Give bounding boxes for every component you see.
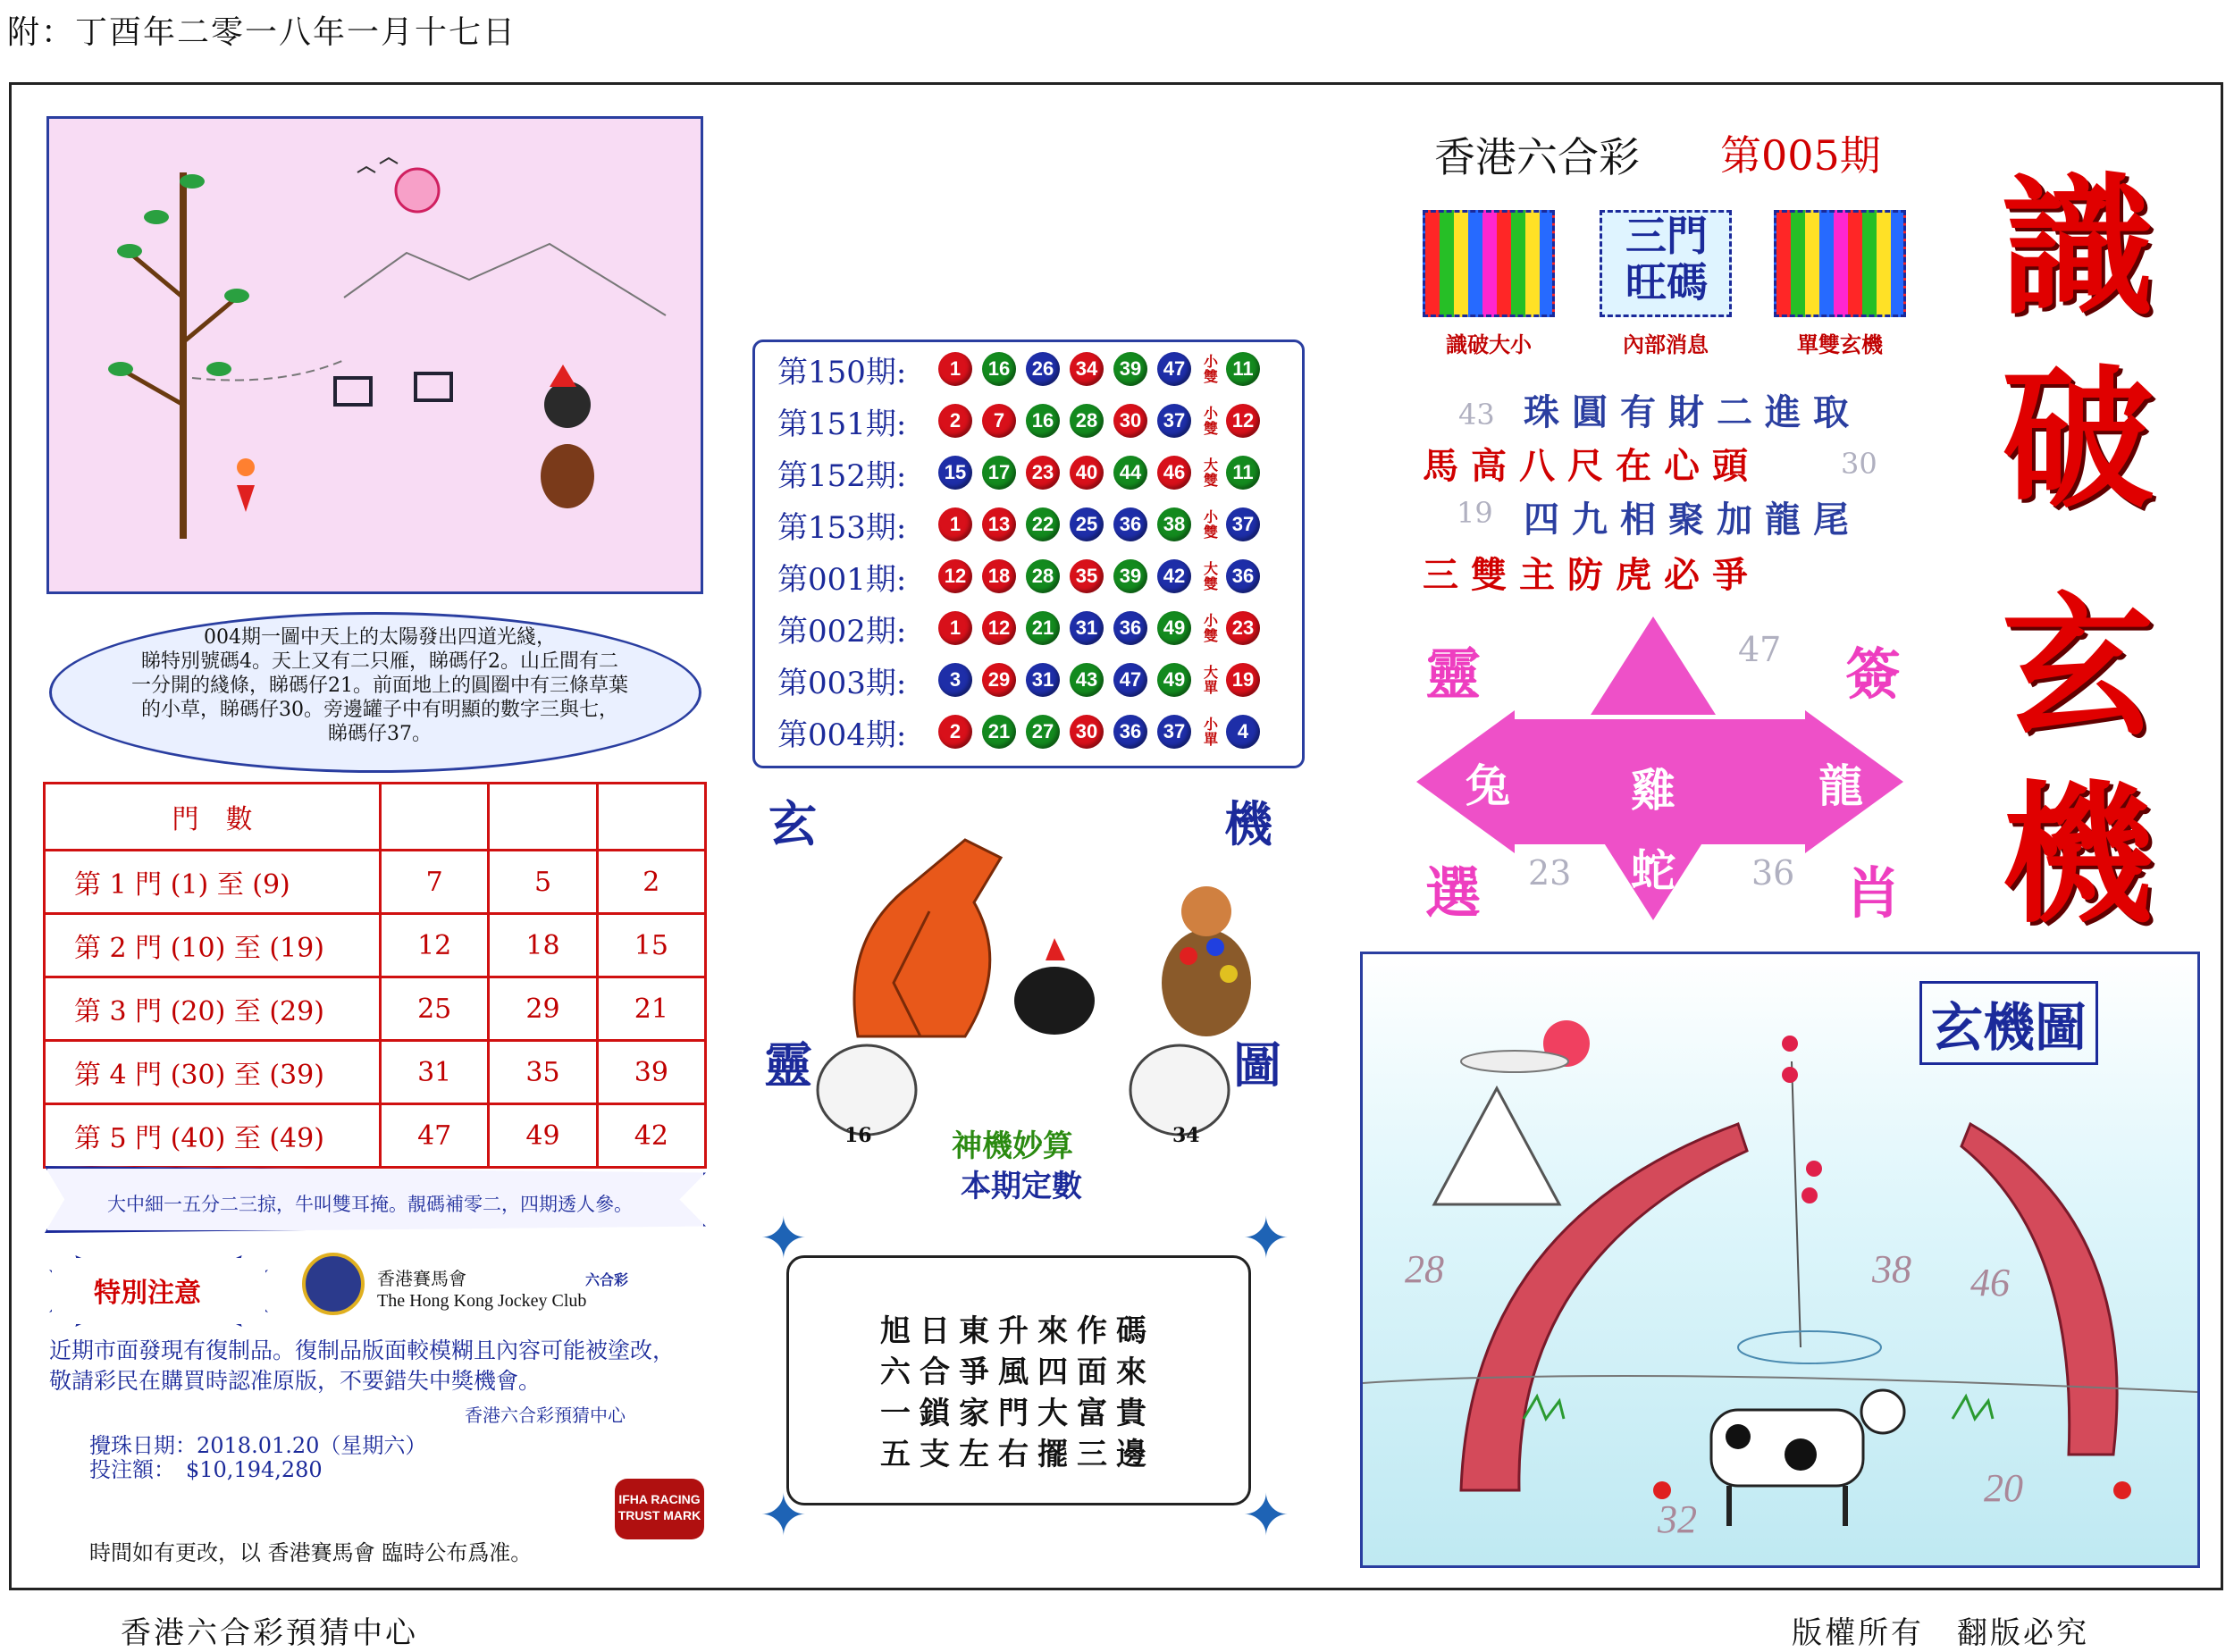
zodiac-br: 肖 [1845, 860, 1902, 926]
bird-icon: ✦ [1242, 1483, 1290, 1549]
big-title-char: 玄 [2002, 578, 2154, 757]
special-number-ball: 11 [1226, 456, 1260, 490]
ifha-logo: IFHA RACING TRUST MARK [615, 1479, 704, 1539]
number-ball: 28 [1070, 404, 1104, 438]
special-number-ball: 36 [1226, 559, 1260, 593]
fox-icon [854, 840, 1001, 1036]
table-row: 第 1 門 (1) 至 (9) 7 5 2 [45, 851, 706, 914]
hkjc-name-cn: 香港賽馬會 [377, 1268, 466, 1289]
number-ball: 2 [938, 715, 972, 749]
number-ball: 3 [938, 663, 972, 697]
number-ball: 35 [1070, 559, 1104, 593]
number-ball: 21 [1026, 611, 1060, 645]
grass-icon [1953, 1396, 1993, 1419]
number-ball: 36 [1113, 507, 1147, 541]
door-number-table [43, 782, 707, 1169]
poem-line: 旭日東升來作碼 [880, 1313, 1155, 1349]
number-ball: 16 [1026, 404, 1060, 438]
zodiac-tr: 簽 [1845, 642, 1902, 707]
apple-icon [2113, 1481, 2131, 1499]
history-row [777, 396, 1270, 446]
big-title-char: 機 [2002, 766, 2154, 944]
draw-amount: 投注額： $10,194,280 [89, 1457, 323, 1482]
draw-date: 攪珠日期：2018.01.20（星期六） [89, 1433, 427, 1458]
history-issue-label: 第152期: [777, 457, 907, 494]
history-row [777, 707, 1270, 757]
number-ball: 44 [1113, 456, 1147, 490]
faint-number: 43 [1458, 398, 1495, 432]
odd-even-tag: 小雙 [1203, 405, 1218, 437]
header-date: 附：丁酉年二零一八年一月十七日 [7, 14, 517, 51]
issue-number: 第005期 [1720, 131, 1881, 180]
number-ball: 46 [1157, 456, 1191, 490]
number-ball: 17 [982, 456, 1016, 490]
number-ball: 12 [938, 559, 972, 593]
table-row: 第 3 門 (20) 至 (29) 25 29 21 [45, 977, 706, 1041]
hkjc-name-en: The Hong Kong Jockey Club [377, 1291, 587, 1311]
cartoon-illustration [786, 804, 1269, 1144]
number-ball: 25 [1070, 507, 1104, 541]
pic-number: 28 [1405, 1247, 1444, 1291]
special-number-ball: 37 [1226, 507, 1260, 541]
number-ball: 38 [1157, 507, 1191, 541]
rooster-icon [1014, 967, 1095, 1035]
odd-even-tag: 小雙 [1203, 353, 1218, 385]
right-poem-line: 馬高八尺在心頭 [1423, 445, 1760, 487]
flower-basket-icon [1162, 929, 1251, 1036]
number-ball: 18 [982, 559, 1016, 593]
history-issue-label: 第001期: [777, 561, 907, 598]
number-ball: 36 [1113, 715, 1147, 749]
number-ball: 1 [938, 611, 972, 645]
right-poem-line: 三雙主防虎必爭 [1423, 554, 1760, 596]
arrow-up [1591, 616, 1716, 715]
pond-icon [1738, 1331, 1881, 1363]
number-ball: 16 [982, 352, 1016, 386]
odd-even-tag: 大雙 [1203, 560, 1218, 592]
egg-right-icon [1130, 1045, 1229, 1135]
mosaic-box-right [1774, 210, 1906, 317]
faint-number: 30 [1841, 447, 1877, 481]
number-ball: 2 [938, 404, 972, 438]
odd-even-tag: 小雙 [1203, 508, 1218, 541]
big-title-char: 識 [2002, 158, 2154, 337]
xuanji-title: 玄機圖 [1919, 981, 2098, 1065]
number-ball: 47 [1157, 352, 1191, 386]
special-number-ball: 4 [1226, 715, 1260, 749]
number-ball: 28 [1026, 559, 1060, 593]
right-poem-line: 珠圓有財二進取 [1524, 391, 1861, 433]
footer-copyright: 版權所有 翻版必究 [1792, 1615, 2089, 1651]
number-ball: 39 [1113, 352, 1147, 386]
poem-line: 六合爭風四面來 [880, 1354, 1155, 1390]
notice-body: 近期市面發現有復制品。復制品版面較模糊且內容可能被塗改，敬請彩民在購買時認准原版，不要錯失中獎機會。 [49, 1338, 676, 1394]
riddle-illustration [49, 119, 701, 591]
history-issue-label: 第150期: [777, 354, 907, 390]
special-number-ball: 12 [1226, 404, 1260, 438]
zodiac-number: 47 [1738, 630, 1782, 669]
egg-left-number: 16 [844, 1124, 872, 1147]
blossom-icons [1782, 1036, 1822, 1203]
box-mid-text: 三門旺碼 [1625, 212, 1708, 306]
notice-title: 特別注意 [94, 1278, 201, 1309]
special-number-ball: 19 [1226, 663, 1260, 697]
number-ball: 49 [1157, 611, 1191, 645]
zodiac-right: 龍 [1818, 759, 1863, 812]
mosaic-box-left [1423, 210, 1555, 317]
rooster-icon [544, 382, 591, 428]
hkjc-logo-icon [302, 1253, 365, 1315]
faint-number: 19 [1457, 496, 1493, 530]
flower-pot-icon [237, 485, 255, 512]
pic-number: 32 [1658, 1497, 1697, 1541]
mark-six-logo: 六合彩 [585, 1271, 629, 1288]
number-ball: 1 [938, 507, 972, 541]
bird-icon: ✦ [760, 1206, 808, 1272]
mountain-icon [1434, 1088, 1559, 1204]
poem-line: 一鎖家門大富貴 [880, 1396, 1155, 1431]
box-mid-caption: 內部消息 [1623, 331, 1709, 357]
number-ball: 27 [1026, 715, 1060, 749]
geese-icon [357, 158, 398, 172]
history-issue-label: 第004期: [777, 717, 907, 753]
zodiac-bl: 選 [1425, 860, 1482, 926]
number-ball: 31 [1026, 663, 1060, 697]
corner-char-tr: 機 [1224, 795, 1272, 852]
number-ball: 22 [1026, 507, 1060, 541]
egg-left-icon [818, 1045, 916, 1135]
history-row [777, 603, 1270, 653]
number-ball: 43 [1070, 663, 1104, 697]
leaf-icons [108, 174, 249, 376]
special-number-ball: 11 [1226, 352, 1260, 386]
zodiac-bottom: 蛇 [1631, 844, 1676, 897]
history-issue-label: 第153期: [777, 509, 907, 546]
story-text: 004期一圖中天上的太陽發出四道光綫， 睇特別號碼4。天上又有二只雁，睇碼仔2。山丘間有二 一分開的綫條，睇碼仔21。前面地上的圓圈中有三條草葉 的小草，睇碼仔30。旁邊罐子中有明顯的數字三與七， 睇碼仔37。 [131, 626, 628, 745]
zodiac-tl: 靈 [1425, 642, 1482, 707]
wish-line-2: 本期定數 [961, 1169, 1082, 1204]
number-ball: 34 [1070, 352, 1104, 386]
number-ball: 13 [982, 507, 1016, 541]
box-left-caption: 識破大小 [1446, 331, 1532, 357]
number-ball: 12 [982, 611, 1016, 645]
number-ball: 1 [938, 352, 972, 386]
lottery-name: 香港六合彩 [1434, 133, 1640, 181]
zodiac-number: 36 [1751, 853, 1795, 893]
jar-icon [541, 444, 594, 508]
history-issue-label: 第151期: [777, 406, 907, 442]
number-ball: 37 [1157, 715, 1191, 749]
history-row [777, 344, 1270, 394]
number-ball: 37 [1157, 404, 1191, 438]
corner-char-tl: 玄 [768, 795, 817, 852]
number-ball: 30 [1070, 715, 1104, 749]
sun-icon [396, 169, 439, 212]
table-row: 第 2 門 (10) 至 (19) 12 18 15 [45, 914, 706, 977]
history-issue-label: 第002期: [777, 613, 907, 650]
number-ball: 40 [1070, 456, 1104, 490]
number-ball: 15 [938, 456, 972, 490]
table-row: 第 4 門 (30) 至 (39) 31 35 39 [45, 1041, 706, 1104]
history-row [777, 551, 1270, 601]
number-ball: 7 [982, 404, 1016, 438]
bird-icon: ✦ [1242, 1206, 1290, 1272]
number-ball: 30 [1113, 404, 1147, 438]
number-ball: 26 [1026, 352, 1060, 386]
number-ball: 39 [1113, 559, 1147, 593]
odd-even-tag: 小雙 [1203, 612, 1218, 644]
history-row [777, 499, 1270, 549]
table-header: 門 數 [45, 784, 381, 851]
history-row [777, 655, 1270, 705]
zodiac-center: 雞 [1631, 764, 1676, 817]
table-row: 第 5 門 (40) 至 (49) 47 49 42 [45, 1104, 706, 1168]
odd-even-tag: 大雙 [1203, 457, 1218, 489]
number-ball: 31 [1070, 611, 1104, 645]
poem-line: 五支左右擺三邊 [880, 1437, 1155, 1472]
footer-publisher: 香港六合彩預猜中心 [121, 1615, 418, 1651]
pic-number: 46 [1970, 1261, 2010, 1304]
special-number-ball: 23 [1226, 611, 1260, 645]
wish-line-1: 神機妙算 [952, 1128, 1073, 1164]
zodiac-number: 23 [1528, 853, 1572, 893]
pic-number: 38 [1872, 1247, 1911, 1291]
zodiac-left: 兔 [1466, 759, 1510, 812]
cloud-icon [1461, 1051, 1568, 1072]
hint-banner-text: 大中細一五分二三掠，牛叫雙耳掩。靚碼補零二，四期透人參。 [107, 1194, 633, 1215]
right-poem-line: 四九相聚加龍尾 [1524, 499, 1861, 541]
corner-char-br: 圖 [1233, 1036, 1281, 1094]
number-ball: 23 [1026, 456, 1060, 490]
time-note: 時間如有更改，以 香港賽馬會 臨時公布爲准。 [89, 1540, 533, 1565]
box-right-caption: 單雙玄機 [1797, 331, 1883, 357]
odd-even-tag: 大單 [1203, 664, 1218, 696]
odd-even-tag: 小單 [1203, 716, 1218, 748]
number-ball: 42 [1157, 559, 1191, 593]
mascot-icon [1181, 886, 1231, 936]
grass-icon [1524, 1396, 1564, 1419]
history-row [777, 448, 1270, 498]
hills [344, 244, 666, 315]
bird-icon: ✦ [760, 1483, 808, 1549]
history-issue-label: 第003期: [777, 665, 907, 701]
notice-signature: 香港六合彩預猜中心 [465, 1405, 626, 1426]
corner-char-bl: 靈 [764, 1036, 812, 1094]
egg-right-number: 34 [1172, 1124, 1200, 1147]
pic-number: 20 [1984, 1466, 2023, 1510]
number-ball: 47 [1113, 663, 1147, 697]
number-ball: 36 [1113, 611, 1147, 645]
big-title-char: 破 [2002, 350, 2154, 529]
number-ball: 29 [982, 663, 1016, 697]
number-ball: 49 [1157, 663, 1191, 697]
riddle-picture [46, 116, 703, 594]
fence-icon [335, 378, 371, 405]
number-ball: 21 [982, 715, 1016, 749]
